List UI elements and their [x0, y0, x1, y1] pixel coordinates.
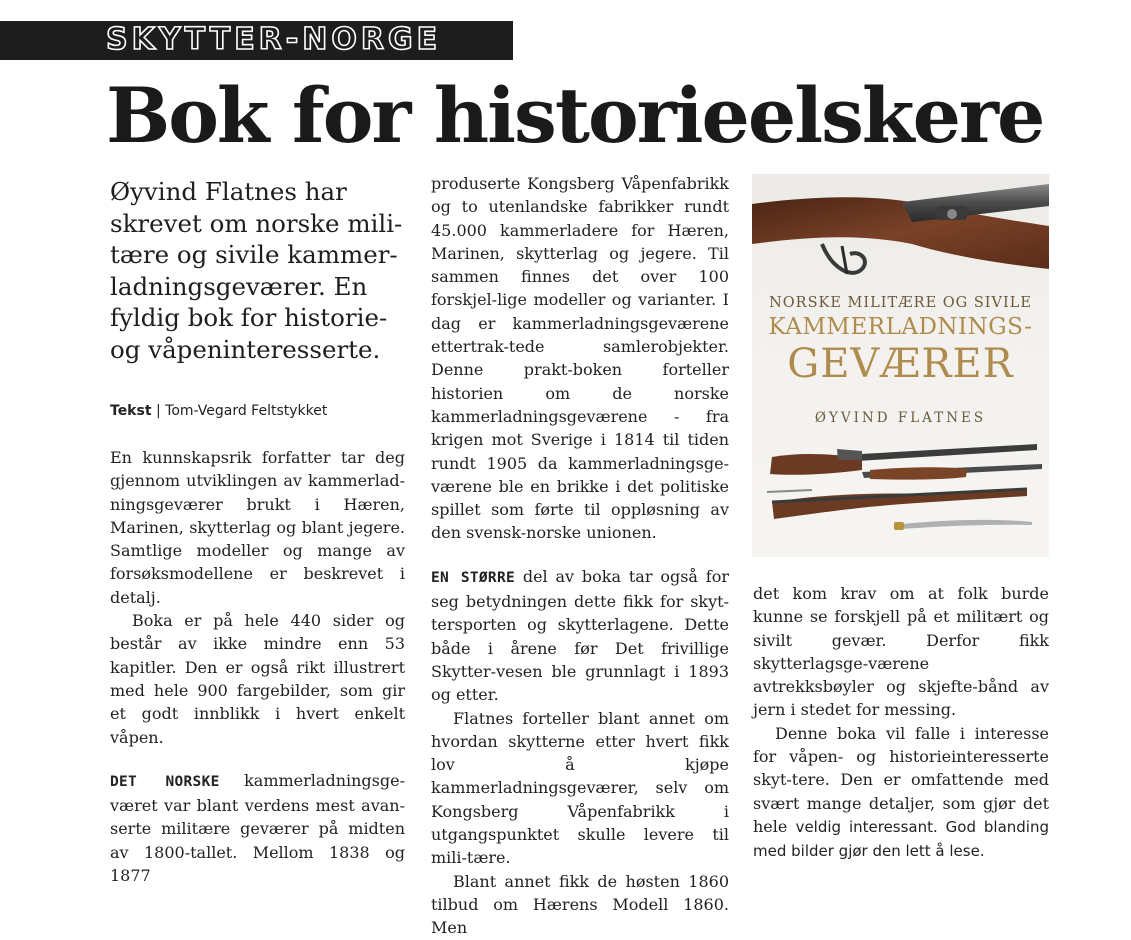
paragraph-text: del av boka tar også for seg betydningen dette fikk for skyt-tersporten og skytterlagene. Dette både i årene før Det frivillige Skytter-vesen ble grunnlagt i 1893 og etter. [431, 566, 729, 705]
text-column-3 [753, 582, 1049, 864]
paragraph-text: Denne boka vil falle i interesse for våpen- og historieinteresserte skyt-tere. Den er omfattende med svært mange detaljer, som gjør det hele [753, 723, 1049, 836]
paragraph-highlight: veldig interessant. God blanding med bilder gjør den lett å lese. [753, 817, 1049, 861]
section-label: SKYTTER-NORGE [106, 22, 442, 57]
paragraph-lead: DET NORSKE [110, 773, 220, 790]
byline [110, 402, 410, 420]
text-column-1 [110, 446, 405, 887]
byline-author: Tom-Vegard Feltstykket [165, 403, 328, 419]
cover-title-line2: GEVÆRER [787, 341, 1014, 387]
paragraph: En kunnskapsrik forfatter tar deg gjennom utviklingen av kammerlad-ningsgeværer brukt i Hæren, Marinen, skytterlag og blant jegere. Samtlige modeller og mange av forsøksmodellene er beskrevet i detalj. [110, 448, 405, 607]
cover-subtitle: NORSKE MILITÆRE OG SIVILE [769, 295, 1032, 311]
text-column-2 [431, 172, 729, 940]
article-ingress: Øyvind Flatnes har skrevet om norske mili-tære og sivile kammer-ladningsgeværer. En fyldig bok for historie- og våpeninteresserte. [110, 177, 403, 364]
paragraph-lead: EN STØRRE [431, 569, 516, 586]
paragraph: Flatnes forteller blant annet om hvordan skytterne etter hvert fikk lov å kjøpe kammerladningsgeværer, selv om Kongsberg Våpenfabrikk i utgangspunktet skulle levere til mili-tære. [431, 708, 729, 868]
paragraph: det kom krav om at folk burde kunne se forskjell på et militært og sivilt gevær. Derfor fikk skytterlagsge-værene avtrekksbøyler og skjefte-bånd av jern i stedet for messing. [753, 584, 1049, 720]
paragraph: Boka er på hele 440 sider og består av ikke mindre enn 53 kapitler. Den er også rikt illustrert med hele 900 fargebilder, som gir et godt innblikk i hvert enkelt våpen. [110, 611, 405, 747]
paragraph [110, 769, 405, 887]
byline-label: Tekst [110, 403, 152, 419]
paragraph-text: kammerladningsge-været var blant verdens mest avan-serte militære geværer på midten av 1800-tallet. Mellom 1838 og 1877 [110, 770, 405, 886]
article-headline: Bok for historieelskere [106, 71, 1044, 160]
cover-title-line1: KAMMERLADNINGS- [768, 314, 1033, 340]
byline-separator: | [155, 403, 161, 419]
paragraph: Blant annet fikk de høsten 1860 tilbud om Hærens Modell 1860. Men [431, 871, 729, 938]
paragraph: produserte Kongsberg Våpenfabrikk og to utenlandske fabrikker rundt 45.000 kammerladere for Hæren, Marinen, skytterlag og jegere. Til sammen finnes det over 100 forskjel-lige modeller og varianter. I dag er kammerladningsgeværene ettertrak-tede samlerobjekter. Denne prakt-boken forteller historien om de norske kammerladningsgeværene - fra krigen mot Sverige i 1814 til tiden rundt 1905 da kammerladningsge-værene ble en brikke i det politiske spillet som førte til oppløsning av den svensk-norske unionen. [431, 174, 729, 543]
book-cover-image [752, 174, 1049, 557]
paragraph [753, 722, 1049, 864]
cover-author: ØYVIND FLATNES [814, 410, 987, 426]
paragraph [431, 565, 729, 707]
section-banner [0, 21, 513, 60]
